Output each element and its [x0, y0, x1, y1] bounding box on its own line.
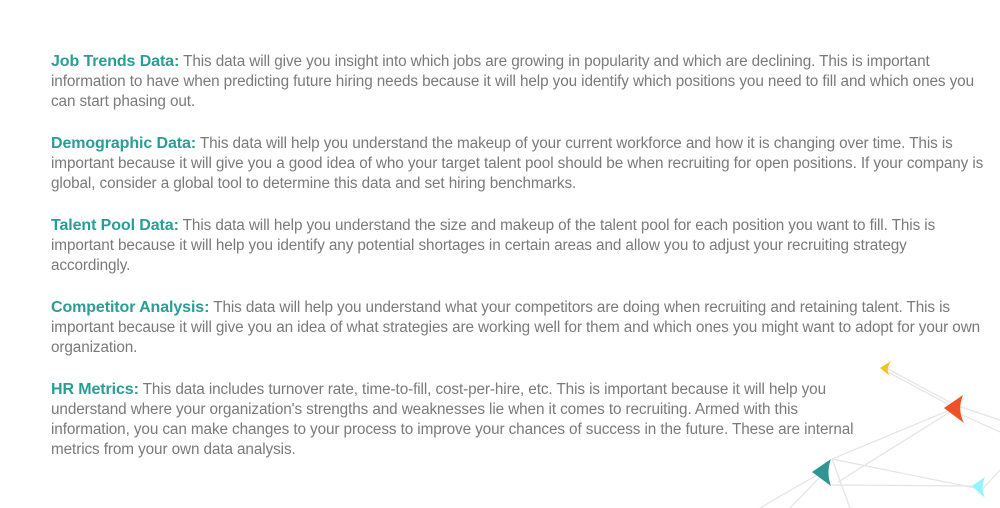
section-demographic — [51, 134, 986, 194]
section-body: This data will help you understand the size and makeup of the talent pool for each position you want to fill. This is important because it will help you identify any potential shortages in certain areas and allow you to adjust your recruiting strategy accordingly. — [51, 217, 936, 274]
section-heading: Demographic Data: — [51, 135, 196, 152]
data-types-list — [51, 52, 986, 482]
section-heading: Competitor Analysis: — [51, 299, 210, 316]
section-hr-metrics — [51, 380, 861, 460]
section-body: This data will give you insight into which jobs are growing in popularity and which are declining. This is important information to have when predicting future hiring needs because it will help you identify which positions you need to fill and which ones you can start phasing out. — [51, 53, 974, 110]
section-body: This data will help you understand what your competitors are doing when recruiting and retaining talent. This is important because it will give you an idea of what strategies are working well for them and which ones you might want to adopt for your own organization. — [51, 299, 981, 356]
section-heading: Job Trends Data: — [51, 53, 180, 70]
section-talent-pool — [51, 216, 986, 276]
section-heading: Talent Pool Data: — [51, 217, 179, 234]
section-job-trends — [51, 52, 986, 112]
section-body: This data will help you understand the makeup of your current workforce and how it is changing over time. This is important because it will give you a good idea of who your target talent pool should be when recruiting for open positions. If your company is global, consider a global tool to determine this data and set hiring benchmarks. — [51, 135, 984, 192]
section-body: This data includes turnover rate, time-to-fill, cost-per-hire, etc. This is important because it will help you understand where your organization's strengths and weaknesses lie when it comes to recruiting. Armed with this information, you can make changes to your process to improve your chances of success in the future. These are internal metrics from your own data analysis. — [51, 381, 854, 458]
section-heading: HR Metrics: — [51, 381, 139, 398]
section-competitor-analysis — [51, 298, 986, 358]
